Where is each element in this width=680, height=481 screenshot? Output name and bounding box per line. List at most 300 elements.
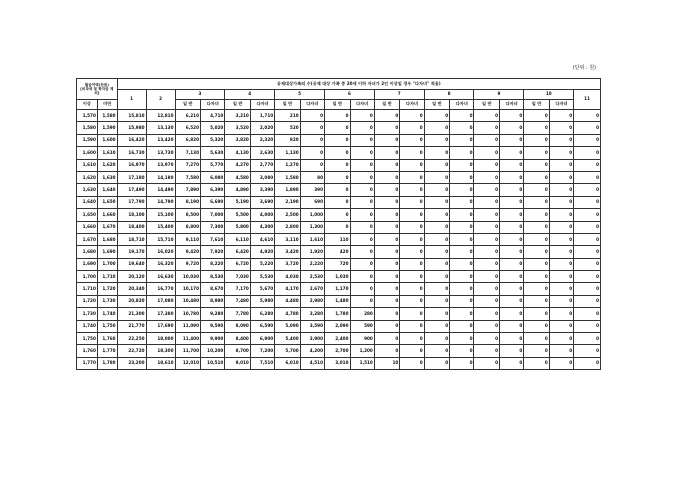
tax-amount-cell: 1,510 bbox=[350, 357, 374, 369]
tax-amount-cell: 4,610 bbox=[250, 233, 274, 245]
tax-amount-cell: 0 bbox=[374, 221, 400, 233]
tax-amount-cell: 0 bbox=[450, 184, 474, 196]
tax-amount-cell: 6,720 bbox=[225, 258, 251, 270]
tax-amount-cell: 7,480 bbox=[225, 295, 251, 307]
salary-range-cell: 1,670 bbox=[77, 233, 98, 245]
tax-amount-cell: 0 bbox=[350, 258, 374, 270]
tax-amount-cell: 8,190 bbox=[175, 196, 201, 208]
tax-amount-cell: 10,510 bbox=[201, 357, 225, 369]
tax-amount-cell: 0 bbox=[350, 246, 374, 258]
tax-amount-cell: 0 bbox=[574, 333, 601, 345]
tax-amount-cell: 0 bbox=[374, 345, 400, 357]
tax-amount-cell: 7,270 bbox=[175, 159, 201, 171]
tax-amount-cell: 10,030 bbox=[175, 271, 201, 283]
tax-amount-cell: 0 bbox=[374, 320, 400, 332]
tax-amount-cell: 0 bbox=[574, 196, 601, 208]
salary-range-cell: 1,640 bbox=[97, 184, 117, 196]
tax-amount-cell: 0 bbox=[400, 196, 424, 208]
tax-amount-cell: 18,710 bbox=[117, 233, 146, 245]
tax-amount-cell: 0 bbox=[549, 233, 573, 245]
tax-amount-cell: 0 bbox=[350, 110, 374, 122]
tax-amount-cell: 0 bbox=[325, 184, 351, 196]
salary-range-cell: 1,610 bbox=[77, 159, 98, 171]
salary-range-cell: 1,750 bbox=[77, 333, 98, 345]
tax-amount-cell: 0 bbox=[424, 134, 450, 146]
tax-amount-cell: 0 bbox=[450, 283, 474, 295]
tax-amount-cell: 0 bbox=[350, 171, 374, 183]
salary-range-cell: 1,590 bbox=[77, 134, 98, 146]
tax-amount-cell: 6,390 bbox=[201, 184, 225, 196]
tax-amount-cell: 0 bbox=[374, 122, 400, 134]
tax-amount-cell: 0 bbox=[549, 147, 573, 159]
table-row bbox=[77, 221, 601, 233]
tax-amount-cell: 1,480 bbox=[325, 295, 351, 307]
tax-amount-cell: 0 bbox=[474, 221, 500, 233]
tax-amount-cell: 0 bbox=[350, 196, 374, 208]
tax-amount-cell: 5,400 bbox=[275, 333, 301, 345]
tax-amount-cell: 7,030 bbox=[225, 271, 251, 283]
tax-amount-cell: 0 bbox=[499, 295, 523, 307]
tax-amount-cell: 4,480 bbox=[275, 295, 301, 307]
tax-amount-cell: 0 bbox=[400, 271, 424, 283]
tax-amount-cell: 0 bbox=[549, 320, 573, 332]
table-row bbox=[77, 246, 601, 258]
tax-amount-cell: 0 bbox=[574, 357, 601, 369]
below-header: 미만 bbox=[97, 100, 117, 110]
tax-amount-cell: 0 bbox=[450, 246, 474, 258]
tax-amount-cell: 0 bbox=[424, 357, 450, 369]
tax-amount-cell: 2,400 bbox=[325, 333, 351, 345]
salary-range-cell: 1,600 bbox=[97, 134, 117, 146]
tax-amount-cell: 0 bbox=[400, 295, 424, 307]
tax-amount-cell: 6,280 bbox=[250, 308, 274, 320]
tax-amount-cell: 10,170 bbox=[175, 283, 201, 295]
tax-amount-cell: 6,420 bbox=[225, 246, 251, 258]
tax-amount-cell: 0 bbox=[499, 271, 523, 283]
salary-range-cell: 1,780 bbox=[97, 357, 117, 369]
tax-amount-cell: 0 bbox=[300, 159, 324, 171]
tax-amount-cell: 0 bbox=[474, 196, 500, 208]
tax-amount-cell: 0 bbox=[574, 184, 601, 196]
tax-amount-cell: 21,770 bbox=[117, 320, 146, 332]
tax-amount-cell: 2,500 bbox=[275, 209, 301, 221]
tax-amount-cell: 10,780 bbox=[175, 308, 201, 320]
tax-amount-cell: 0 bbox=[374, 258, 400, 270]
tax-amount-cell: 0 bbox=[350, 209, 374, 221]
table-row bbox=[77, 184, 601, 196]
salary-range-cell: 1,590 bbox=[97, 122, 117, 134]
tax-amount-cell: 0 bbox=[450, 147, 474, 159]
above-header: 이상 bbox=[77, 100, 98, 110]
salary-range-cell: 1,740 bbox=[97, 308, 117, 320]
tax-amount-cell: 0 bbox=[499, 184, 523, 196]
table-row bbox=[77, 320, 601, 332]
salary-range-cell: 1,760 bbox=[97, 333, 117, 345]
tax-amount-cell: 0 bbox=[400, 209, 424, 221]
salary-range-cell: 1,710 bbox=[77, 283, 98, 295]
tax-amount-cell: 0 bbox=[474, 246, 500, 258]
tax-amount-cell: 4,580 bbox=[225, 171, 251, 183]
salary-range-cell: 1,630 bbox=[77, 184, 98, 196]
tax-amount-cell: 5,530 bbox=[250, 271, 274, 283]
tax-amount-cell: 5,320 bbox=[201, 134, 225, 146]
tax-amount-cell: 0 bbox=[549, 333, 573, 345]
tax-amount-cell: 0 bbox=[574, 246, 601, 258]
tax-amount-cell: 0 bbox=[450, 345, 474, 357]
table-row bbox=[77, 271, 601, 283]
tax-amount-cell: 8,800 bbox=[175, 221, 201, 233]
tax-amount-cell: 8,700 bbox=[225, 345, 251, 357]
family-count-header: 공제대상가족의 수(공제 대상 가족 중 20세 이하 자녀가 2인 이상일 경우 "다자녀" 적용) bbox=[117, 79, 600, 90]
tax-amount-cell: 3,390 bbox=[250, 184, 274, 196]
tax-amount-cell: 0 bbox=[549, 209, 573, 221]
tax-amount-cell: 17,380 bbox=[146, 308, 175, 320]
tax-amount-cell: 7,510 bbox=[250, 357, 274, 369]
tax-amount-cell: 2,630 bbox=[250, 147, 274, 159]
table-row bbox=[77, 283, 601, 295]
tax-amount-cell: 420 bbox=[325, 246, 351, 258]
tax-amount-cell: 9,110 bbox=[175, 233, 201, 245]
tax-amount-cell: 19,640 bbox=[117, 258, 146, 270]
tax-amount-cell: 9,900 bbox=[201, 333, 225, 345]
salary-range-cell: 1,760 bbox=[77, 345, 98, 357]
tax-amount-cell: 9,010 bbox=[225, 357, 251, 369]
tax-amount-cell: 0 bbox=[549, 110, 573, 122]
tax-amount-cell: 0 bbox=[474, 110, 500, 122]
tax-amount-cell: 0 bbox=[524, 320, 550, 332]
tax-amount-cell: 10 bbox=[374, 357, 400, 369]
tax-amount-cell: 18,000 bbox=[146, 333, 175, 345]
family-col-3: 3 bbox=[175, 90, 225, 100]
tax-amount-cell: 17,790 bbox=[117, 196, 146, 208]
tax-amount-cell: 10,480 bbox=[175, 295, 201, 307]
tax-amount-cell: 0 bbox=[574, 134, 601, 146]
tax-amount-cell: 0 bbox=[325, 159, 351, 171]
tax-amount-cell: 210 bbox=[275, 110, 301, 122]
tax-amount-cell: 7,000 bbox=[201, 209, 225, 221]
tax-amount-cell: 0 bbox=[549, 345, 573, 357]
tax-amount-cell: 0 bbox=[400, 159, 424, 171]
tax-amount-cell: 15,400 bbox=[146, 221, 175, 233]
table-row bbox=[77, 345, 601, 357]
tax-amount-cell: 0 bbox=[574, 345, 601, 357]
salary-range-cell: 1,630 bbox=[97, 171, 117, 183]
general-header: 일 반 bbox=[175, 100, 201, 110]
tax-amount-cell: 20,120 bbox=[117, 271, 146, 283]
tax-amount-cell: 5,670 bbox=[250, 283, 274, 295]
tax-amount-cell: 0 bbox=[524, 295, 550, 307]
tax-amount-cell: 18,300 bbox=[146, 345, 175, 357]
tax-amount-cell: 14,490 bbox=[146, 184, 175, 196]
tax-amount-cell: 5,090 bbox=[275, 320, 301, 332]
tax-amount-cell: 3,590 bbox=[300, 320, 324, 332]
tax-amount-cell: 6,820 bbox=[175, 134, 201, 146]
tax-amount-cell: 0 bbox=[400, 184, 424, 196]
tax-amount-cell: 7,610 bbox=[201, 233, 225, 245]
tax-amount-cell: 0 bbox=[574, 258, 601, 270]
tax-amount-cell: 0 bbox=[549, 357, 573, 369]
tax-amount-cell: 0 bbox=[374, 209, 400, 221]
multi-child-header: 다자녀 bbox=[300, 100, 324, 110]
salary-range-cell: 1,700 bbox=[77, 271, 98, 283]
tax-amount-cell: 0 bbox=[300, 147, 324, 159]
tax-amount-cell: 0 bbox=[300, 110, 324, 122]
tax-amount-cell: 0 bbox=[325, 134, 351, 146]
tax-amount-cell: 0 bbox=[474, 345, 500, 357]
tax-amount-cell: 0 bbox=[374, 295, 400, 307]
tax-amount-cell: 0 bbox=[450, 333, 474, 345]
family-col-2: 2 bbox=[146, 90, 175, 110]
tax-amount-cell: 21,300 bbox=[117, 308, 146, 320]
tax-amount-cell: 0 bbox=[524, 134, 550, 146]
tax-amount-cell: 0 bbox=[450, 258, 474, 270]
tax-amount-cell: 0 bbox=[424, 209, 450, 221]
tax-amount-cell: 0 bbox=[450, 110, 474, 122]
table-row bbox=[77, 159, 601, 171]
tax-amount-cell: 17,080 bbox=[146, 295, 175, 307]
tax-amount-cell: 16,630 bbox=[146, 271, 175, 283]
tax-amount-cell: 0 bbox=[474, 184, 500, 196]
tax-amount-cell: 6,010 bbox=[275, 357, 301, 369]
tax-amount-cell: 2,770 bbox=[250, 159, 274, 171]
tax-amount-cell: 0 bbox=[424, 184, 450, 196]
general-header: 일 반 bbox=[325, 100, 351, 110]
tax-amount-cell: 0 bbox=[374, 159, 400, 171]
tax-amount-cell: 0 bbox=[524, 345, 550, 357]
tax-amount-cell: 0 bbox=[424, 196, 450, 208]
tax-amount-cell: 17,690 bbox=[146, 320, 175, 332]
tax-amount-cell: 0 bbox=[450, 171, 474, 183]
tax-amount-cell: 0 bbox=[524, 233, 550, 245]
tax-amount-cell: 0 bbox=[325, 110, 351, 122]
tax-amount-cell: 0 bbox=[374, 171, 400, 183]
tax-amount-cell: 16,730 bbox=[117, 147, 146, 159]
family-col-6: 6 bbox=[325, 90, 375, 100]
tax-amount-cell: 280 bbox=[350, 308, 374, 320]
tax-amount-cell: 0 bbox=[350, 159, 374, 171]
tax-amount-cell: 0 bbox=[400, 357, 424, 369]
tax-amount-cell: 4,200 bbox=[300, 345, 324, 357]
tax-amount-cell: 5,700 bbox=[275, 345, 301, 357]
tax-amount-cell: 0 bbox=[450, 320, 474, 332]
tax-amount-cell: 5,980 bbox=[250, 295, 274, 307]
tax-amount-cell: 3,520 bbox=[225, 122, 251, 134]
tax-amount-cell: 0 bbox=[549, 308, 573, 320]
tax-amount-cell: 0 bbox=[424, 122, 450, 134]
tax-amount-cell: 0 bbox=[300, 122, 324, 134]
salary-range-cell: 1,770 bbox=[77, 357, 98, 369]
tax-amount-cell: 1,610 bbox=[300, 233, 324, 245]
table-row bbox=[77, 196, 601, 208]
tax-amount-cell: 820 bbox=[275, 134, 301, 146]
tax-amount-cell: 0 bbox=[474, 283, 500, 295]
salary-range-cell: 1,620 bbox=[77, 171, 98, 183]
tax-amount-cell: 13,130 bbox=[146, 122, 175, 134]
tax-amount-cell: 0 bbox=[400, 258, 424, 270]
tax-amount-cell: 0 bbox=[499, 333, 523, 345]
tax-amount-cell: 0 bbox=[474, 171, 500, 183]
tax-amount-cell: 900 bbox=[350, 333, 374, 345]
tax-amount-cell: 0 bbox=[524, 333, 550, 345]
tax-amount-cell: 22,250 bbox=[117, 333, 146, 345]
tax-amount-cell: 8,670 bbox=[201, 283, 225, 295]
tax-amount-cell: 0 bbox=[400, 333, 424, 345]
table-row bbox=[77, 258, 601, 270]
tax-amount-cell: 0 bbox=[424, 258, 450, 270]
tax-amount-cell: 0 bbox=[450, 295, 474, 307]
tax-amount-cell: 4,000 bbox=[250, 209, 274, 221]
tax-amount-cell: 0 bbox=[374, 147, 400, 159]
tax-amount-cell: 12,810 bbox=[146, 110, 175, 122]
salary-range-cell: 1,720 bbox=[77, 295, 98, 307]
tax-amount-cell: 0 bbox=[400, 246, 424, 258]
table-row bbox=[77, 134, 601, 146]
tax-amount-cell: 0 bbox=[474, 357, 500, 369]
tax-amount-cell: 110 bbox=[325, 233, 351, 245]
salary-range-cell: 1,750 bbox=[97, 320, 117, 332]
tax-amount-cell: 0 bbox=[400, 171, 424, 183]
tax-amount-cell: 6,210 bbox=[175, 110, 201, 122]
tax-amount-cell: 7,130 bbox=[175, 147, 201, 159]
table-row bbox=[77, 295, 601, 307]
family-col-4: 4 bbox=[225, 90, 275, 100]
salary-range-cell: 1,650 bbox=[97, 196, 117, 208]
tax-amount-cell: 0 bbox=[424, 246, 450, 258]
salary-range-cell: 1,710 bbox=[97, 271, 117, 283]
tax-amount-cell: 0 bbox=[450, 159, 474, 171]
tax-amount-cell: 0 bbox=[374, 271, 400, 283]
tax-amount-cell: 0 bbox=[374, 110, 400, 122]
salary-range-cell: 1,720 bbox=[97, 283, 117, 295]
tax-amount-cell: 0 bbox=[350, 134, 374, 146]
tax-amount-cell: 0 bbox=[574, 308, 601, 320]
tax-amount-cell: 11,700 bbox=[175, 345, 201, 357]
tax-amount-cell: 0 bbox=[524, 246, 550, 258]
tax-amount-cell: 2,320 bbox=[250, 134, 274, 146]
tax-amount-cell: 0 bbox=[350, 283, 374, 295]
tax-amount-cell: 16,420 bbox=[117, 134, 146, 146]
tax-amount-cell: 0 bbox=[574, 271, 601, 283]
tax-amount-cell: 20,340 bbox=[117, 283, 146, 295]
table-row bbox=[77, 333, 601, 345]
salary-range-cell: 1,570 bbox=[77, 110, 98, 122]
tax-amount-cell: 0 bbox=[549, 246, 573, 258]
tax-amount-cell: 0 bbox=[450, 233, 474, 245]
salary-range-cell: 1,640 bbox=[77, 196, 98, 208]
general-header: 일 반 bbox=[275, 100, 301, 110]
tax-amount-cell: 2,530 bbox=[300, 271, 324, 283]
tax-amount-cell: 9,280 bbox=[201, 308, 225, 320]
tax-amount-cell: 0 bbox=[450, 196, 474, 208]
tax-amount-cell: 0 bbox=[499, 233, 523, 245]
tax-amount-cell: 3,010 bbox=[325, 357, 351, 369]
family-col-8: 8 bbox=[424, 90, 474, 100]
tax-amount-cell: 4,300 bbox=[250, 221, 274, 233]
tax-amount-cell: 0 bbox=[549, 221, 573, 233]
tax-amount-cell: 5,630 bbox=[201, 147, 225, 159]
tax-amount-cell: 0 bbox=[400, 147, 424, 159]
tax-amount-cell: 0 bbox=[474, 308, 500, 320]
tax-amount-cell: 0 bbox=[549, 159, 573, 171]
salary-range-cell: 1,620 bbox=[97, 159, 117, 171]
tax-amount-cell: 4,890 bbox=[225, 184, 251, 196]
tax-amount-cell: 0 bbox=[474, 233, 500, 245]
tax-amount-cell: 0 bbox=[499, 134, 523, 146]
table-row bbox=[77, 209, 601, 221]
tax-amount-cell: 0 bbox=[574, 122, 601, 134]
tax-amount-cell: 5,020 bbox=[201, 122, 225, 134]
tax-amount-cell: 0 bbox=[300, 134, 324, 146]
tax-amount-cell: 0 bbox=[549, 295, 573, 307]
tax-amount-cell: 0 bbox=[499, 147, 523, 159]
tax-amount-cell: 0 bbox=[524, 357, 550, 369]
salary-range-cell: 1,660 bbox=[77, 221, 98, 233]
tax-amount-cell: 0 bbox=[549, 171, 573, 183]
tax-amount-cell: 0 bbox=[499, 159, 523, 171]
tax-amount-cell: 720 bbox=[325, 258, 351, 270]
tax-amount-cell: 0 bbox=[549, 258, 573, 270]
family-col-10: 10 bbox=[524, 90, 574, 100]
tax-amount-cell: 0 bbox=[350, 221, 374, 233]
table-row bbox=[77, 233, 601, 245]
tax-amount-cell: 0 bbox=[499, 122, 523, 134]
table-row bbox=[77, 147, 601, 159]
tax-amount-cell: 3,210 bbox=[225, 110, 251, 122]
tax-amount-cell: 1,890 bbox=[275, 184, 301, 196]
salary-range-cell: 1,610 bbox=[97, 147, 117, 159]
tax-amount-cell: 3,420 bbox=[275, 246, 301, 258]
salary-range-cell: 1,740 bbox=[77, 320, 98, 332]
tax-amount-cell: 0 bbox=[400, 134, 424, 146]
tax-amount-cell: 2,670 bbox=[300, 283, 324, 295]
tax-amount-cell: 4,780 bbox=[275, 308, 301, 320]
tax-amount-cell: 13,970 bbox=[146, 159, 175, 171]
tax-amount-cell: 0 bbox=[499, 357, 523, 369]
tax-amount-cell: 0 bbox=[499, 320, 523, 332]
tax-amount-cell: 0 bbox=[424, 147, 450, 159]
tax-amount-cell: 3,720 bbox=[275, 258, 301, 270]
tax-amount-cell: 0 bbox=[549, 271, 573, 283]
table-row bbox=[77, 308, 601, 320]
tax-amount-cell: 0 bbox=[499, 209, 523, 221]
tax-amount-cell: 4,170 bbox=[275, 283, 301, 295]
tax-amount-cell: 2,090 bbox=[325, 320, 351, 332]
tax-amount-cell: 8,980 bbox=[201, 295, 225, 307]
tax-amount-cell: 0 bbox=[450, 271, 474, 283]
tax-amount-cell: 0 bbox=[350, 122, 374, 134]
tax-amount-cell: 13,420 bbox=[146, 134, 175, 146]
tax-amount-cell: 0 bbox=[524, 196, 550, 208]
general-header: 일 반 bbox=[474, 100, 500, 110]
tax-amount-cell: 0 bbox=[499, 246, 523, 258]
tax-amount-cell: 0 bbox=[474, 271, 500, 283]
tax-amount-cell: 5,800 bbox=[225, 221, 251, 233]
multi-child-header: 다자녀 bbox=[250, 100, 274, 110]
tax-amount-cell: 3,900 bbox=[300, 333, 324, 345]
tax-amount-cell: 20,820 bbox=[117, 295, 146, 307]
tax-amount-cell: 7,170 bbox=[225, 283, 251, 295]
tax-amount-cell: 2,020 bbox=[250, 122, 274, 134]
tax-amount-cell: 0 bbox=[374, 233, 400, 245]
multi-child-header: 다자녀 bbox=[450, 100, 474, 110]
tax-amount-cell: 7,920 bbox=[201, 246, 225, 258]
general-header: 일 반 bbox=[424, 100, 450, 110]
tax-amount-cell: 0 bbox=[450, 209, 474, 221]
tax-amount-cell: 0 bbox=[499, 345, 523, 357]
tax-amount-cell: 690 bbox=[300, 196, 324, 208]
tax-amount-cell: 8,090 bbox=[225, 320, 251, 332]
tax-amount-cell: 15,810 bbox=[117, 110, 146, 122]
